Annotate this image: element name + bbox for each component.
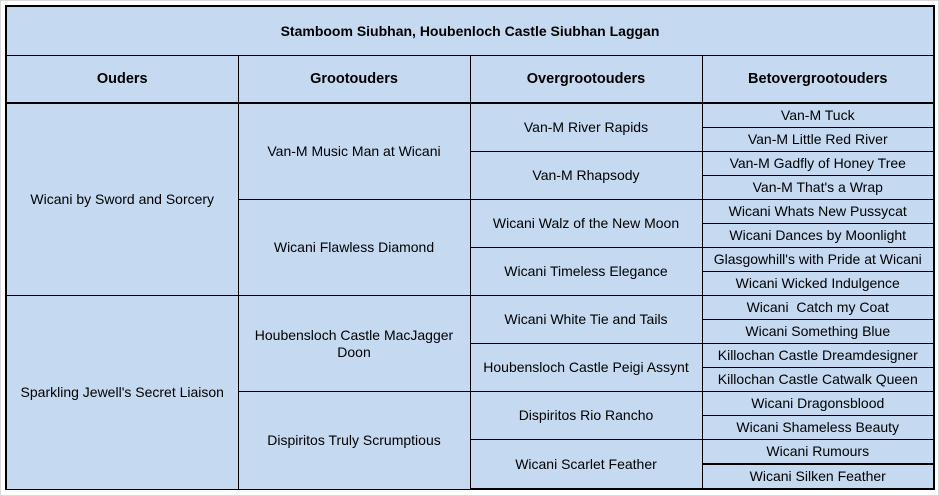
great-great-grandparent-10: Wicani Something Blue: [702, 320, 934, 344]
column-header-grandparents: Grootouders: [238, 56, 470, 104]
great-great-grandparent-6: Wicani Dances by Moonlight: [702, 224, 934, 248]
great-great-grandparent-15: Wicani Rumours: [702, 440, 934, 465]
grandparent-2: Wicani Flawless Diamond: [238, 200, 470, 296]
great-great-grandparent-4: Van-M That's a Wrap: [702, 176, 934, 200]
table-row: [6, 296, 934, 320]
great-grandparent-2: Van-M Rhapsody: [470, 152, 702, 200]
great-great-grandparent-13: Wicani Dragonsblood: [702, 392, 934, 416]
column-header-great-great-grandparents: Betovergrootouders: [702, 56, 934, 104]
great-great-grandparent-1: Van-M Tuck: [702, 103, 934, 128]
great-grandparent-6: Houbensloch Castle Peigi Assynt: [470, 344, 702, 392]
pedigree-table: [5, 5, 935, 490]
great-great-grandparent-11: Killochan Castle Dreamdesigner: [702, 344, 934, 368]
title-row: [6, 6, 934, 56]
table-row: [6, 103, 934, 128]
great-grandparent-1: Van-M River Rapids: [470, 103, 702, 152]
great-grandparent-8: Wicani Scarlet Feather: [470, 440, 702, 490]
great-great-grandparent-7: Glasgowhill's with Pride at Wicani: [702, 248, 934, 272]
parent-dam: Sparkling Jewell's Secret Liaison: [6, 296, 238, 490]
great-great-grandparent-3: Van-M Gadfly of Honey Tree: [702, 152, 934, 176]
great-great-grandparent-16: Wicani Silken Feather: [702, 464, 934, 489]
great-grandparent-7: Dispiritos Rio Rancho: [470, 392, 702, 440]
parent-sire: Wicani by Sword and Sorcery: [6, 103, 238, 296]
great-great-grandparent-8: Wicani Wicked Indulgence: [702, 272, 934, 296]
great-great-grandparent-2: Van-M Little Red River: [702, 128, 934, 152]
great-grandparent-4: Wicani Timeless Elegance: [470, 248, 702, 296]
header-row: [6, 56, 934, 104]
great-grandparent-5: Wicani White Tie and Tails: [470, 296, 702, 344]
grandparent-4: Dispiritos Truly Scrumptious: [238, 392, 470, 490]
great-great-grandparent-5: Wicani Whats New Pussycat: [702, 200, 934, 224]
great-great-grandparent-12: Killochan Castle Catwalk Queen: [702, 368, 934, 392]
column-header-great-grandparents: Overgrootouders: [470, 56, 702, 104]
great-grandparent-3: Wicani Walz of the New Moon: [470, 200, 702, 248]
grandparent-3: Houbensloch Castle MacJagger Doon: [238, 296, 470, 392]
great-great-grandparent-9: Wicani Catch my Coat: [702, 296, 934, 320]
great-great-grandparent-14: Wicani Shameless Beauty: [702, 416, 934, 440]
pedigree-title: Stamboom Siubhan, Houbenloch Castle Siubhan Laggan: [6, 6, 934, 56]
column-header-parents: Ouders: [6, 56, 238, 104]
grandparent-1: Van-M Music Man at Wicani: [238, 103, 470, 200]
